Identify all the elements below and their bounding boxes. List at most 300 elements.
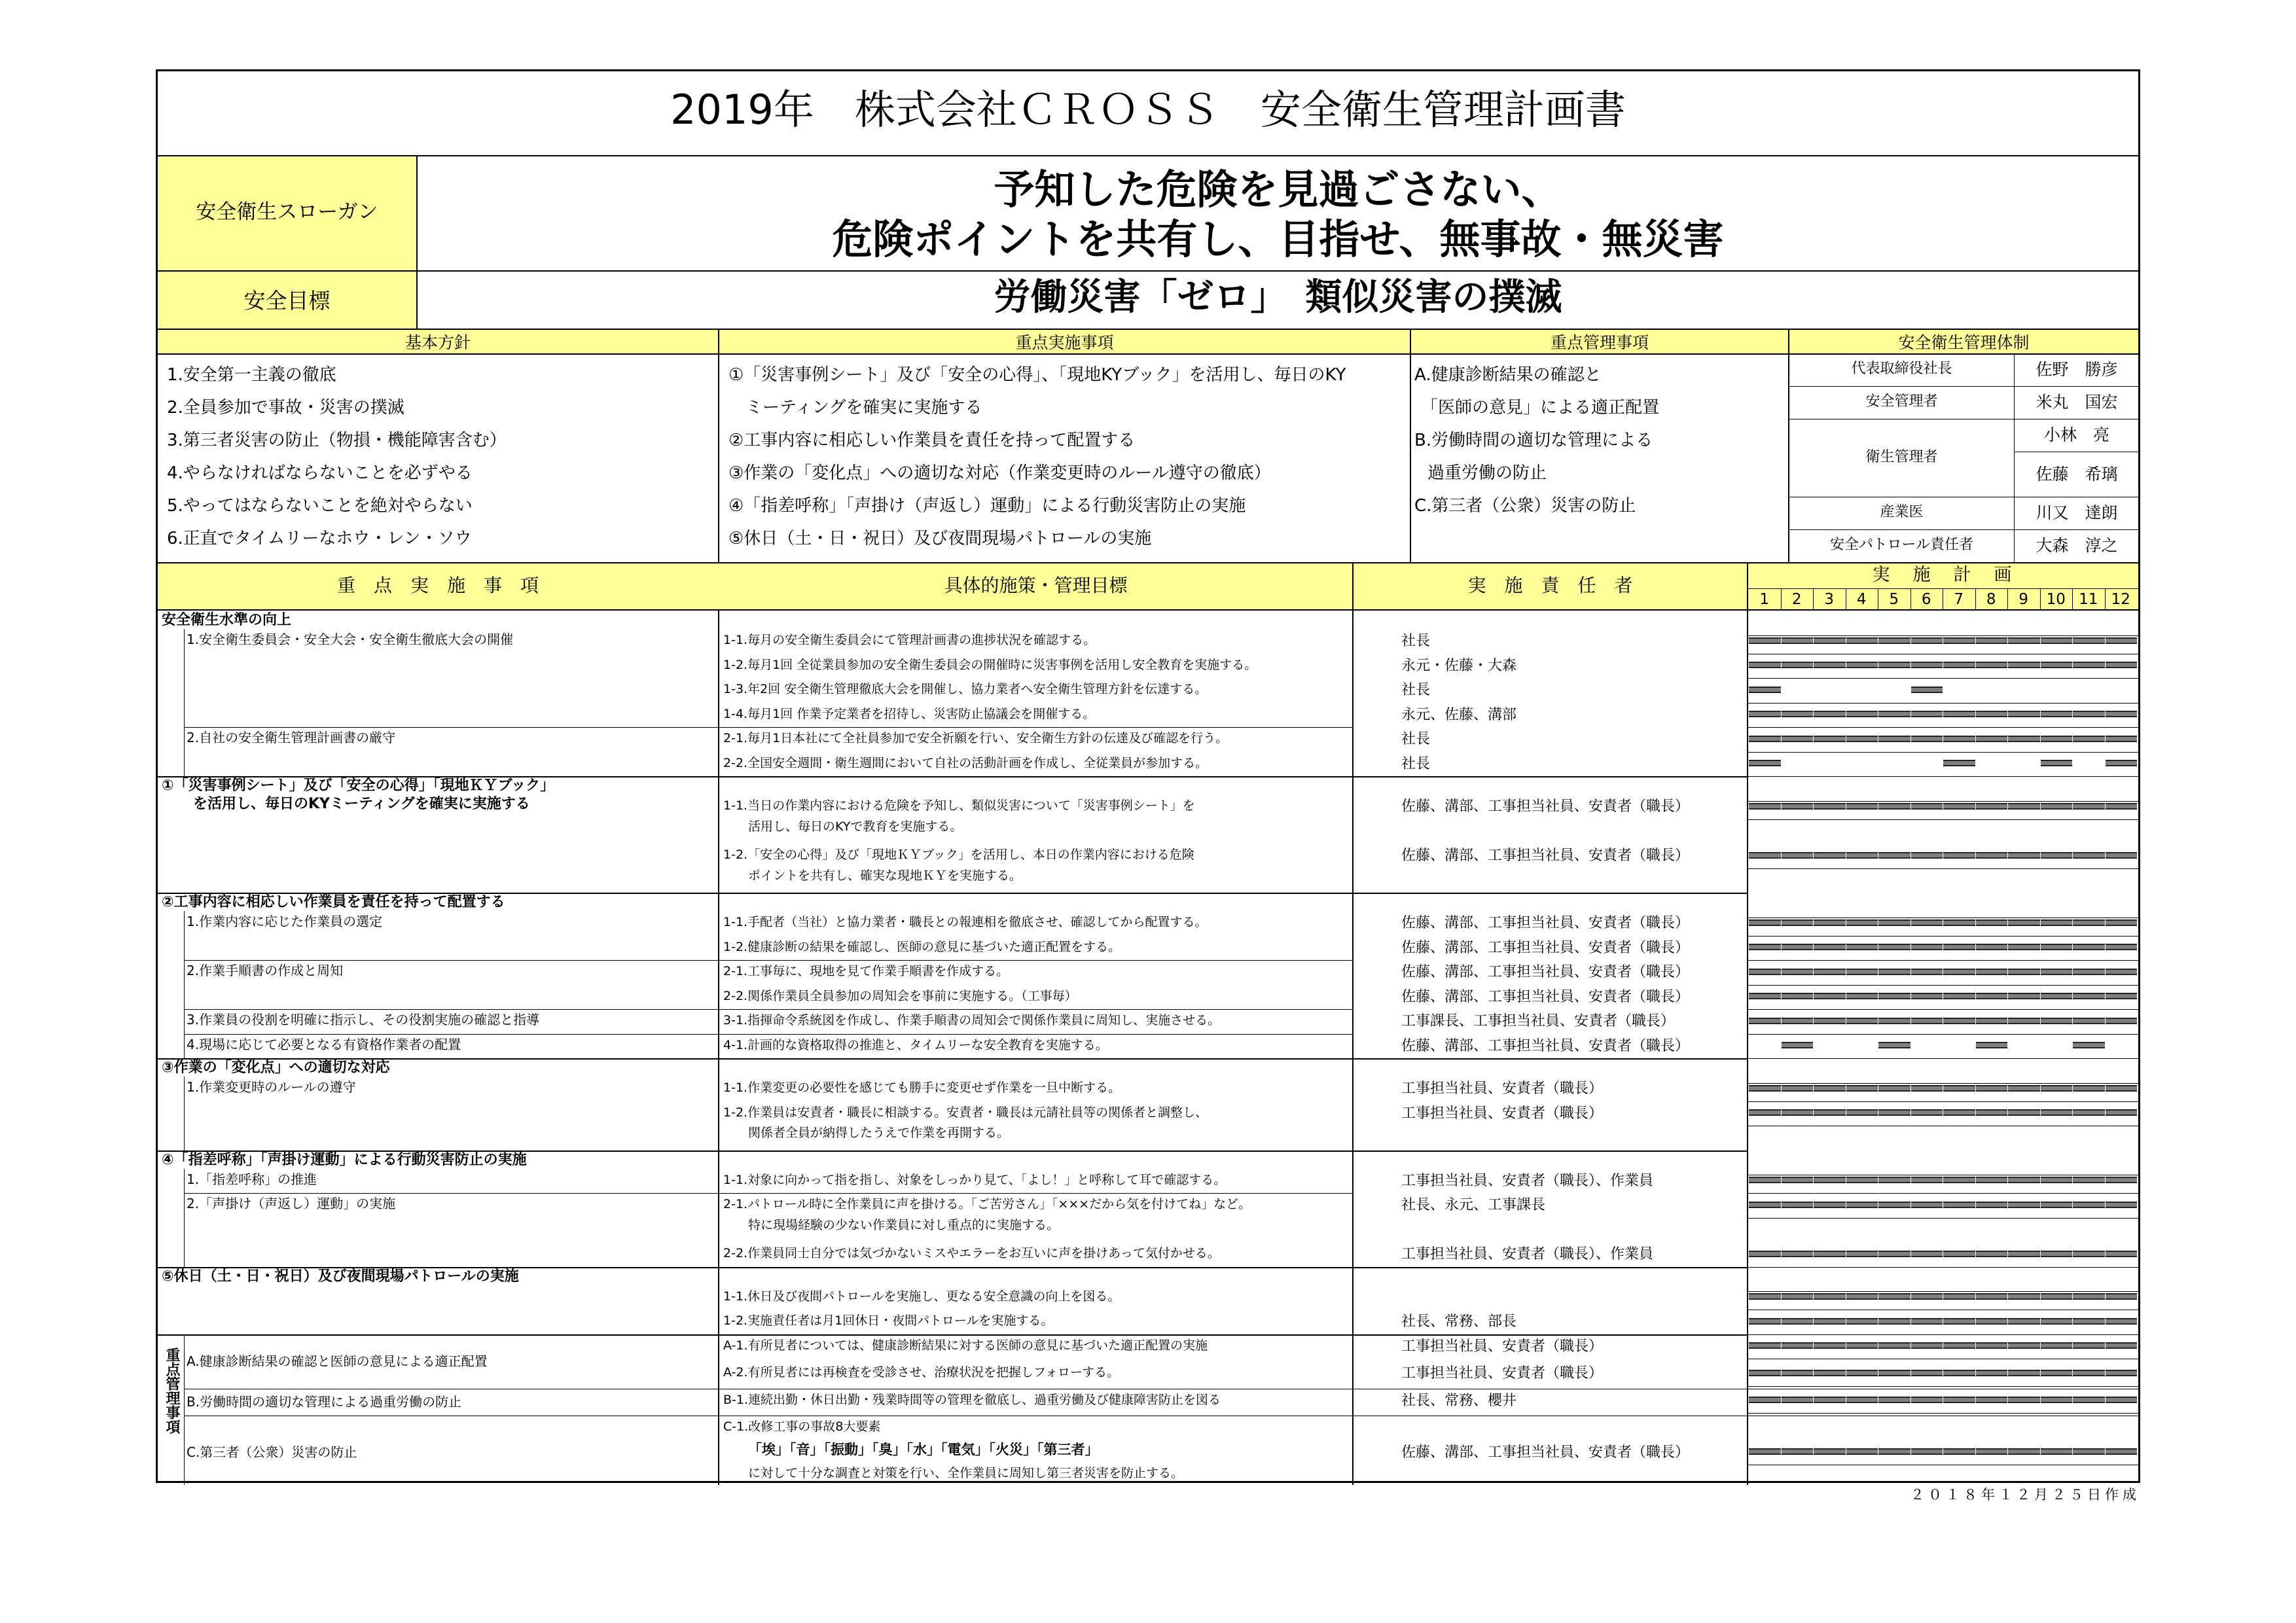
responsible-text: 永元、佐藤、溝部 [1401, 706, 1517, 723]
plan-bar [2041, 1318, 2073, 1325]
header-taisei: 安全衛生管理体制 [1898, 333, 2030, 352]
plan-bar [1976, 1202, 2008, 1208]
plan-bar [1846, 1251, 1878, 1257]
header-juten-jisshi: 重点実施事項 [1015, 333, 1114, 352]
plan-bar [2008, 662, 2040, 668]
plan-bar [2106, 1202, 2138, 1208]
page-title: 2019年 株式会社ＣＲＯＳＳ 安全衛生管理計画書 [670, 86, 1626, 134]
plan-bar [1976, 1448, 2008, 1455]
plan-bar [2073, 944, 2105, 950]
plan-bar [2008, 637, 2040, 644]
plan-bar [1878, 944, 1910, 950]
plan-bar [1976, 1397, 2008, 1403]
plan-bar [2041, 1342, 2073, 1349]
plan-bar [1911, 1342, 1943, 1349]
plan-bar [2073, 1251, 2105, 1257]
plan-bar [1846, 1109, 1878, 1116]
plan-bar [2073, 993, 2105, 999]
org-name: 川又 達朗 [2036, 503, 2118, 522]
plan-bar [1911, 1109, 1943, 1116]
responsible-text: 工事担当社員、安責者（職長）、作業員 [1401, 1172, 1654, 1189]
plan-bar [1976, 919, 2008, 926]
plan-bar [1749, 969, 1781, 975]
plan-bar [1976, 1370, 2008, 1376]
plan-bar [1846, 1318, 1878, 1325]
plan-bar [1878, 1397, 1910, 1403]
plan-bar [1976, 944, 2008, 950]
measure-text: 1-3.年2回 安全衛生管理徹底大会を開催し、協力業者へ安全衛生管理方針を伝達する。 [723, 682, 1208, 696]
plan-bar [1846, 944, 1878, 950]
responsible-text: 佐藤、溝部、工事担当社員、安責者（職長） [1401, 939, 1690, 956]
plan-bar [2106, 1448, 2138, 1455]
responsible-text: 社長、永元、工事課長 [1401, 1197, 1546, 1213]
plan-bar [1782, 1342, 1814, 1349]
juten-item: ②工事内容に相応しい作業員を責任を持って配置する [728, 431, 1136, 450]
plan-bar [1846, 1448, 1878, 1455]
plan-bar [2106, 1018, 2138, 1024]
plan-bar [1846, 803, 1878, 810]
plan-bar [2041, 711, 2073, 717]
group-label: 1.安全衛生委員会・安全大会・安全衛生徹底大会の開催 [187, 632, 514, 647]
plan-bar [2008, 944, 2040, 950]
plan-bar [2106, 1109, 2138, 1116]
plan-bar [1976, 1342, 2008, 1349]
group-label: 2.「声掛け（声返し）運動」の実施 [187, 1196, 396, 1211]
plan-bar [1749, 1177, 1781, 1183]
plan-bar [2106, 1177, 2138, 1183]
plan-bar [1782, 944, 1814, 950]
plan-bar [2008, 1018, 2040, 1024]
plan-bar [1814, 803, 1846, 810]
responsible-text: 工事課長、工事担当社員、安責者（職長） [1401, 1013, 1676, 1029]
plan-bar [1943, 1018, 1975, 1024]
plan-bar [1814, 969, 1846, 975]
plan-bar [1878, 736, 1910, 742]
month-label: 12 [2111, 591, 2130, 608]
plan-bar [2041, 736, 2073, 742]
plan-bar [1976, 1042, 2008, 1048]
plan-bar [1878, 1293, 1910, 1300]
plan-bar [1911, 1177, 1943, 1183]
kanri-item: 過重労働の防止 [1427, 463, 1547, 483]
plan-bar [2073, 662, 2105, 668]
plan-bar [1911, 1370, 1943, 1376]
th-items: 重 点 実 施 事 項 [336, 575, 539, 596]
measure-text: 1-1.手配者（当社）と協力業者・職長との報連相を徹底させ、確認してから配置する。 [723, 915, 1208, 929]
plan-bar [1814, 1177, 1846, 1183]
plan-bar [1846, 1293, 1878, 1300]
plan-bar [1749, 711, 1781, 717]
plan-bar [1976, 969, 2008, 975]
measure-text: B-1.連続出勤・休日出勤・残業時間等の管理を徹底し、過重労働及び健康障害防止を図る [723, 1392, 1221, 1407]
measure-text: 2-2.作業員同士自分では気づかないミスやエラーをお互いに声を掛けあって気付かせる。 [723, 1246, 1220, 1260]
plan-bar [2041, 662, 2073, 668]
measure-text: 1-2.「安全の心得」及び「現地ＫＹブック」を活用し、本日の作業内容における危険 [723, 847, 1194, 862]
plan-bar [2073, 1318, 2105, 1325]
th-plan: 実 施 計 画 [1872, 565, 2015, 585]
group-label: 4.現場に応じて必要となる有資格作業者の配置 [187, 1036, 461, 1052]
plan-bar [2073, 1109, 2105, 1116]
plan-bar [2008, 736, 2040, 742]
plan-bar [1943, 1318, 1975, 1325]
juten-item: ④「指差呼称」「声掛け（声返し）運動」による行動災害防止の実施 [728, 496, 1246, 516]
plan-bar [1911, 1251, 1943, 1257]
plan-bar [1943, 919, 1975, 926]
plan-bar [1749, 1251, 1781, 1257]
plan-bar [1943, 803, 1975, 810]
juten-item: ③作業の「変化点」への適切な対応（作業変更時のルール遵守の徹底） [728, 463, 1271, 483]
plan-bar [1814, 993, 1846, 999]
plan-bar [1749, 760, 1781, 766]
plan-bar [2106, 662, 2138, 668]
plan-bar [1943, 711, 1975, 717]
plan-bar [2073, 803, 2105, 810]
plan-bar [1749, 687, 1781, 693]
plan-bar [1878, 637, 1910, 644]
plan-bar [1976, 1293, 2008, 1300]
plan-bar [2106, 1251, 2138, 1257]
plan-bar [1911, 919, 1943, 926]
plan-bar [2008, 852, 2040, 859]
responsible-text: 社長 [1401, 682, 1431, 698]
measure-text: A-1.有所見者については、健康診断結果に対する医師の意見に基づいた適正配置の実施 [723, 1338, 1208, 1353]
plan-bar [2073, 1293, 2105, 1300]
plan-bar [1878, 1085, 1910, 1092]
plan-bar [1782, 969, 1814, 975]
plan-bar [2073, 919, 2105, 926]
plan-bar [1878, 803, 1910, 810]
plan-bar [1878, 852, 1910, 859]
plan-bar [2041, 760, 2073, 766]
group-label: C.第三者（公衆）災害の防止 [187, 1444, 357, 1461]
plan-bar [1782, 1085, 1814, 1092]
plan-bar [2041, 1018, 2073, 1024]
plan-bar [1976, 852, 2008, 859]
plan-bar [1782, 736, 1814, 742]
measure-text-cont: 活用し、毎日のKYで教育を実施する。 [748, 819, 963, 834]
plan-bar [1814, 1018, 1846, 1024]
measure-text: 1-4.毎月1回 作業予定業者を招待し、災害防止協議会を開催する。 [723, 706, 1096, 721]
plan-bar [1976, 736, 2008, 742]
plan-bar [1749, 1448, 1781, 1455]
plan-bar [2008, 803, 2040, 810]
policy-item: 2.全員参加で事故・災害の撲滅 [167, 398, 404, 418]
goal-label: 安全目標 [243, 288, 331, 313]
section-title-line2: を活用し、毎日のKYミーティングを確実に実施する [193, 796, 530, 812]
plan-bar [1749, 944, 1781, 950]
plan-bar [1911, 852, 1943, 859]
plan-bar [1749, 1018, 1781, 1024]
month-label: 7 [1954, 591, 1964, 608]
plan-bar [1814, 919, 1846, 926]
plan-bar [2041, 1202, 2073, 1208]
plan-bar [1846, 1370, 1878, 1376]
plan-bar [1878, 1177, 1910, 1183]
kanri-item: B.労働時間の適切な管理による [1414, 431, 1653, 450]
plan-bar [2041, 637, 2073, 644]
plan-bar [1911, 1085, 1943, 1092]
plan-bar [1782, 1018, 1814, 1024]
plan-bar [1846, 711, 1878, 717]
measure-text: 1-1.作業変更の必要性を感じても勝手に変更せず作業を一旦中断する。 [723, 1080, 1121, 1095]
org-name: 米丸 国宏 [2036, 393, 2118, 412]
plan-bar [2041, 1109, 2073, 1116]
group-label: 2.自社の安全衛生管理計画書の厳守 [187, 730, 396, 745]
plan-bar [1846, 736, 1878, 742]
plan-bar [1976, 637, 2008, 644]
plan-bar [2041, 919, 2073, 926]
plan-bar [2008, 1342, 2040, 1349]
plan-bar [1749, 1293, 1781, 1300]
plan-bar [1911, 711, 1943, 717]
policy-item: 4.やらなければならないことを必ずやる [167, 463, 473, 483]
measure-text: A-2.有所見者には再検査を受診させ、治療状況を把握しフォローする。 [723, 1365, 1120, 1380]
plan-bar [1782, 637, 1814, 644]
org-name: 佐藤 希璃 [2036, 465, 2118, 484]
plan-bar [1749, 993, 1781, 999]
plan-bar [2073, 1342, 2105, 1349]
plan-bar [2008, 1085, 2040, 1092]
measure-text: 2-2.全国安全週間・衛生週間において自社の活動計画を作成し、全従業員が参加する。 [723, 755, 1208, 770]
plan-bar [2073, 1085, 2105, 1092]
plan-bar [1782, 852, 1814, 859]
plan-bar [2008, 1293, 2040, 1300]
plan-bar [1911, 736, 1943, 742]
plan-bar [1814, 944, 1846, 950]
responsible-text: 工事担当社員、安責者（職長） [1401, 1365, 1604, 1382]
measure-text: 3-1.指揮命令系統図を作成し、作業手順書の周知会で関係作業員に周知し、実施させる。 [723, 1013, 1221, 1027]
plan-bar [1782, 662, 1814, 668]
measure-text: 1-2.作業員は安責者・職長に相談する。安責者・職長は元請社員等の関係者と調整し、 [723, 1105, 1208, 1120]
plan-bar [1976, 803, 2008, 810]
plan-bar [2073, 736, 2105, 742]
plan-bar [1911, 944, 1943, 950]
group-label: 2.作業手順書の作成と周知 [187, 963, 344, 978]
plan-bar [1976, 1251, 2008, 1257]
plan-bar [1782, 1293, 1814, 1300]
responsible-text: 工事担当社員、安責者（職長） [1401, 1080, 1604, 1097]
plan-bar [2008, 1109, 2040, 1116]
section-title: 安全衛生水準の向上 [162, 612, 292, 628]
created-date: ２０１８年１２月２５日作成 [1910, 1487, 2140, 1503]
measure-text: 2-1.毎月1日本社にて全社員参加で安全祈願を行い、安全衛生方針の伝達及び確認を行う。 [723, 731, 1229, 745]
month-label: 10 [2046, 591, 2066, 608]
plan-bar [1878, 969, 1910, 975]
month-label: 1 [1759, 591, 1770, 608]
plan-bar [2041, 1251, 2073, 1257]
plan-bar [1814, 711, 1846, 717]
plan-bar [2073, 1370, 2105, 1376]
slogan-label: 安全衛生スローガン [196, 200, 378, 224]
responsible-text: 佐藤、溝部、工事担当社員、安責者（職長） [1401, 1444, 1690, 1461]
kanri-item: 「医師の意見」による適正配置 [1421, 398, 1660, 418]
plan-bar [1943, 637, 1975, 644]
measure-text: 1-2.毎月1回 全従業員参加の安全衛生委員会の開催時に災害事例を活用し安全教育を実施する。 [723, 657, 1257, 672]
plan-bar [1878, 1018, 1910, 1024]
group-label: 3.作業員の役割を明確に指示し、その役割実施の確認と指導 [187, 1012, 540, 1027]
plan-sheet [156, 69, 2140, 1483]
org-role: 安全管理者 [1865, 393, 1938, 410]
plan-bar [2008, 711, 2040, 717]
plan-bar [1749, 803, 1781, 810]
policy-item: 3.第三者災害の防止（物損・機能障害含む） [167, 431, 507, 450]
group-label: 1.作業内容に応じた作業員の選定 [187, 914, 383, 929]
plan-bar [1976, 1318, 2008, 1325]
plan-bar [2073, 711, 2105, 717]
plan-bar [2041, 993, 2073, 999]
plan-bar [1878, 1318, 1910, 1325]
plan-bar [2106, 760, 2138, 766]
plan-bar [1846, 919, 1878, 926]
plan-bar [1749, 662, 1781, 668]
plan-bar [2008, 1177, 2040, 1183]
plan-bar [1782, 1042, 1814, 1048]
plan-bar [1878, 1251, 1910, 1257]
plan-bar [2041, 1177, 2073, 1183]
kanri-item: A.健康診断結果の確認と [1414, 365, 1602, 385]
plan-bar [1976, 993, 2008, 999]
plan-bar [2106, 993, 2138, 999]
plan-bar [1749, 1109, 1781, 1116]
plan-bar [2106, 637, 2138, 644]
month-label: 6 [1921, 591, 1931, 608]
org-role: 安全パトロール責任者 [1829, 537, 1974, 553]
measure-text: 1-1.休日及び夜間パトロールを実施し、更なる安全意識の向上を図る。 [723, 1289, 1121, 1304]
month-label: 5 [1889, 591, 1899, 608]
plan-bar [1814, 1085, 1846, 1092]
plan-bar [1846, 1397, 1878, 1403]
plan-bar [2073, 1018, 2105, 1024]
plan-bar [1782, 1177, 1814, 1183]
plan-bar [1911, 1202, 1943, 1208]
plan-bar [2106, 969, 2138, 975]
plan-bar [1943, 969, 1975, 975]
plan-bar [2073, 1177, 2105, 1183]
measure-text: 1-1.対象に向かって指を指し、対象をしっかり見て、「よし！」と呼称して耳で確認する。 [723, 1172, 1227, 1187]
month-label: 9 [2018, 591, 2029, 608]
plan-bar [1976, 1109, 2008, 1116]
plan-bar [1846, 1085, 1878, 1092]
plan-bar [1878, 1342, 1910, 1349]
plan-bar [1911, 1018, 1943, 1024]
slogan-line1: 予知した危険を見過ごさない、 [994, 166, 1562, 213]
plan-bar [1814, 852, 1846, 859]
plan-bar [2073, 969, 2105, 975]
plan-bar [1846, 637, 1878, 644]
org-name: 佐野 勝彦 [2036, 360, 2118, 379]
plan-bar [1943, 1397, 1975, 1403]
plan-bar [2106, 852, 2138, 859]
plan-bar [1878, 1109, 1910, 1116]
section-title: ③作業の「変化点」への適切な対応 [162, 1060, 390, 1076]
plan-bar [1976, 1177, 2008, 1183]
plan-bar [2008, 919, 2040, 926]
policy-item: 5.やってはならないことを絶対やらない [167, 496, 473, 516]
responsible-text: 佐藤、溝部、工事担当社員、安責者（職長） [1401, 988, 1690, 1005]
org-name: 大森 淳之 [2036, 536, 2118, 555]
plan-bar [1878, 993, 1910, 999]
plan-bar [1911, 637, 1943, 644]
month-label: 3 [1824, 591, 1835, 608]
policy-item: 1.安全第一主義の徹底 [167, 365, 336, 385]
plan-bar [1782, 711, 1814, 717]
group-label: 1.作業変更時のルールの遵守 [187, 1079, 356, 1095]
plan-bar [1814, 1109, 1846, 1116]
measure-text-cont: 関係者全員が納得したうえで作業を再開する。 [748, 1126, 1010, 1140]
plan-bar [1878, 1202, 1910, 1208]
responsible-text: 社長、常務、櫻井 [1401, 1392, 1517, 1409]
plan-bar [1943, 993, 1975, 999]
plan-bar [1943, 1109, 1975, 1116]
plan-bar [1749, 736, 1781, 742]
goal-text: 労働災害「ゼロ」 類似災害の撲滅 [994, 276, 1562, 319]
plan-bar [1749, 637, 1781, 644]
org-role: 産業医 [1880, 504, 1924, 520]
plan-bar [1814, 1448, 1846, 1455]
measure-text: 1-1.毎月の安全衛生委員会にて管理計画書の進捗状況を確認する。 [723, 633, 1096, 647]
responsible-text: 永元・佐藤・大森 [1401, 657, 1517, 674]
month-label: 11 [2079, 591, 2098, 608]
plan-bar [1943, 1370, 1975, 1376]
plan-bar [2008, 1397, 2040, 1403]
plan-bar [2041, 852, 2073, 859]
month-label: 4 [1856, 591, 1867, 608]
plan-bar [1976, 662, 2008, 668]
plan-bar [2008, 1370, 2040, 1376]
plan-bar [2041, 969, 2073, 975]
plan-bar [1749, 1397, 1781, 1403]
section-title: ①「災害事例シート」及び「安全の心得」「現地ＫＹブック」 [162, 777, 555, 794]
section-title: ④「指差呼称」「声掛け運動」による行動災害防止の実施 [162, 1151, 527, 1168]
plan-bar [1749, 1202, 1781, 1208]
responsible-text: 工事担当社員、安責者（職長）、作業員 [1401, 1246, 1654, 1262]
plan-bar [1782, 1251, 1814, 1257]
plan-bar [1878, 662, 1910, 668]
kanri-item: C.第三者（公衆）災害の防止 [1414, 496, 1636, 516]
juten-item: ①「災害事例シート」及び「安全の心得」、「現地KYブック」を活用し、毎日のKY [728, 365, 1346, 385]
plan-bar [1749, 1342, 1781, 1349]
measure-text-cont: ポイントを共有し、確実な現地ＫＹを実施する。 [748, 868, 1022, 883]
slogan-line2: 危険ポイントを共有し、目指せ、無事故・無災害 [832, 215, 1724, 263]
plan-bar [1878, 1370, 1910, 1376]
header-juten-kanri: 重点管理事項 [1550, 333, 1649, 352]
responsible-text: 社長 [1401, 731, 1431, 747]
plan-bar [1911, 687, 1943, 693]
plan-bar [1911, 1293, 1943, 1300]
plan-bar [1814, 1397, 1846, 1403]
plan-bar [2106, 1370, 2138, 1376]
plan-bar [1814, 736, 1846, 742]
juten-item: ミーティングを確実に実施する [728, 398, 982, 418]
measure-text: 2-2.関係作業員全員参加の周知会を事前に実施する。（工事毎） [723, 988, 1077, 1003]
plan-bar [1943, 944, 1975, 950]
plan-bar [1976, 1018, 2008, 1024]
plan-bar [1846, 852, 1878, 859]
group-label: B.労働時間の適切な管理による過重労働の防止 [187, 1394, 462, 1410]
plan-bar [1846, 1202, 1878, 1208]
plan-bar [2073, 1042, 2105, 1048]
plan-bar [1846, 969, 1878, 975]
org-role: 代表取締役社長 [1851, 361, 1952, 377]
plan-bar [1878, 1448, 1910, 1455]
plan-bar [1878, 711, 1910, 717]
plan-bar [2073, 1448, 2105, 1455]
plan-bar [1943, 1085, 1975, 1092]
plan-bar [1911, 969, 1943, 975]
plan-bar [2106, 919, 2138, 926]
responsible-text: 佐藤、溝部、工事担当社員、安責者（職長） [1401, 798, 1690, 815]
plan-bar [1846, 1342, 1878, 1349]
